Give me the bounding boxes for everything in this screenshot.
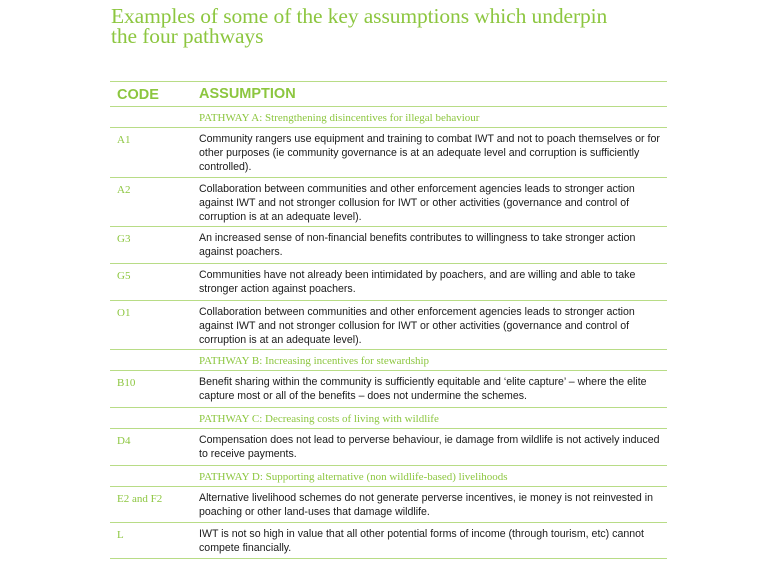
row-code: G5 [117,270,131,282]
title-line-1: Examples of some of the key assumptions which underpin [111,4,608,28]
table-row [110,128,667,178]
table-row [110,264,667,301]
row-code: D4 [117,435,131,447]
code-column-header: CODE [117,87,159,103]
pathway-a-heading: PATHWAY A: Strengthening disincentives for illegal behaviour [199,112,480,124]
page-title [111,6,731,46]
row-assumption: Benefit sharing within the community is sufficiently equitable and ‘elite capture’ – where the elite capture most or all of the benefits – does not undermine the schemes. [199,376,647,402]
table-row [110,371,667,408]
row-assumption: Communities have not already been intimidated by poachers, and are willing and able to take stronger action against poachers. [199,269,636,295]
pathway-c-heading: PATHWAY C: Decreasing costs of living with wildlife [199,413,439,425]
table-header-row [110,82,667,107]
table-row [110,227,667,264]
assumption-column-header: ASSUMPTION [199,86,296,102]
row-code: A1 [117,134,131,146]
row-code: B10 [117,377,136,389]
row-code: A2 [117,184,131,196]
row-code: E2 and F2 [117,493,163,505]
pathway-c-heading-row [110,408,667,429]
row-code: O1 [117,307,131,319]
table-row [110,178,667,227]
row-assumption: Collaboration between communities and other enforcement agencies leads to stronger action against IWT and not stronger collusion for IWT or other activities (governance and control of corruption is at an adequate level). [199,306,635,346]
row-assumption: Collaboration between communities and other enforcement agencies leads to stronger action against IWT and not stronger collusion for IWT or other activities (governance and control of corruption is at an adequate level). [199,183,635,223]
row-code: L [117,529,124,541]
table-row [110,429,667,466]
row-assumption: An increased sense of non-financial benefits contributes to willingness to take stronger action against poachers. [199,232,636,258]
table-row [110,301,667,350]
pathway-d-heading: PATHWAY D: Supporting alternative (non wildlife-based) livelihoods [199,471,508,483]
row-assumption: Community rangers use equipment and training to combat IWT and not to poach themselves or for other purposes (ie community governance is at an adequate level and corruption is sufficiently controlled). [199,133,660,173]
pathway-b-heading-row [110,350,667,371]
row-code: G3 [117,233,131,245]
title-line-2: the four pathways [111,24,264,48]
table-row [110,523,667,559]
row-assumption: Alternative livelihood schemes do not generate perverse incentives, ie money is not reinvested in poaching or other land-uses that damage wildlife. [199,492,654,518]
table-row [110,487,667,523]
assumptions-table [110,81,667,559]
row-assumption: IWT is not so high in value that all other potential forms of income (through tourism, etc) cannot compete financially. [199,528,644,554]
pathway-b-heading: PATHWAY B: Increasing incentives for stewardship [199,355,430,367]
pathway-d-heading-row [110,466,667,487]
pathway-a-heading-row [110,107,667,128]
row-assumption: Compensation does not lead to perverse behaviour, ie damage from wildlife is not actively induced to receive payments. [199,434,660,460]
